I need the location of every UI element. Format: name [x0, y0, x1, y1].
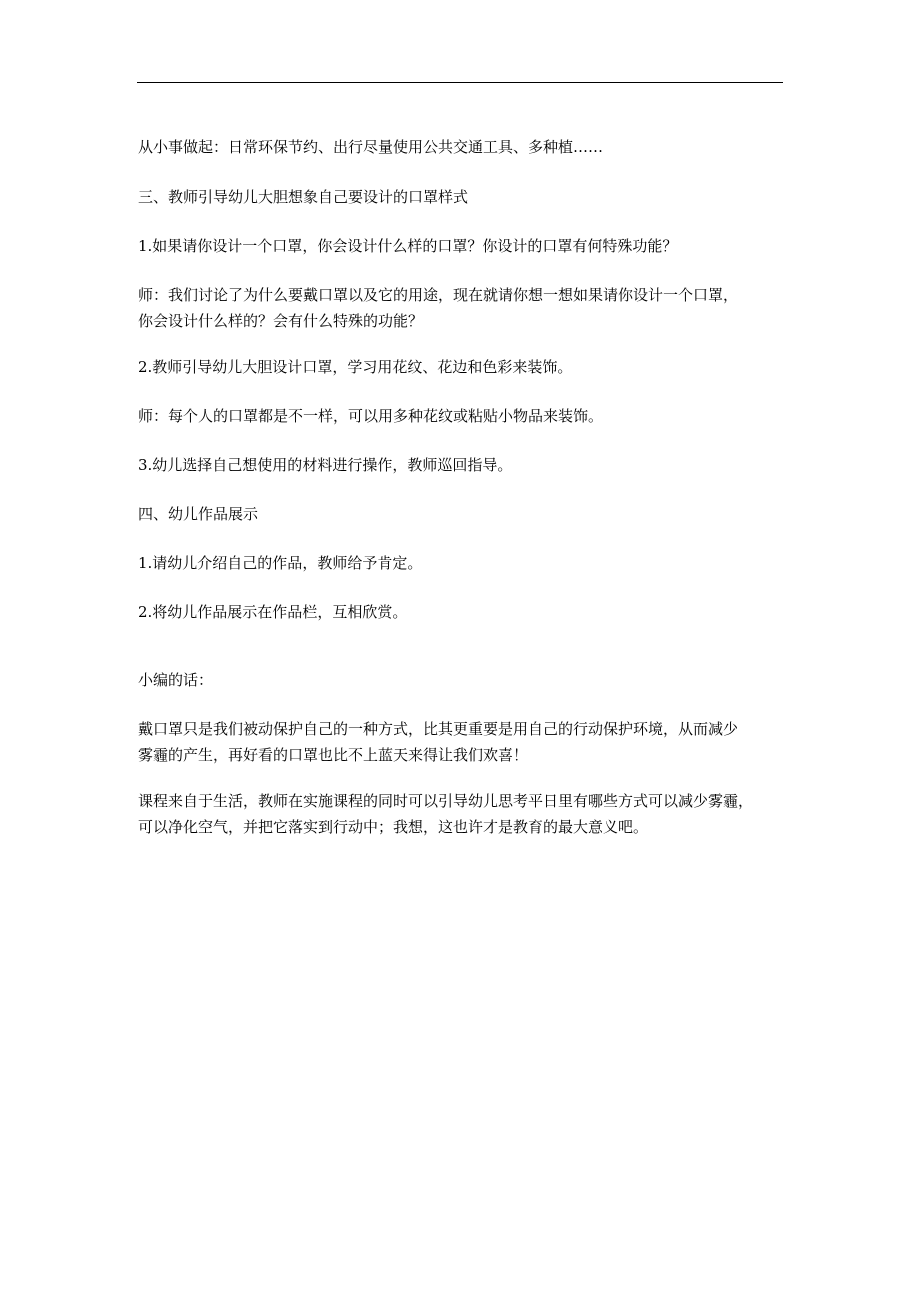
text-line: 课程来自于生活，教师在实施课程的同时可以引导幼儿思考平日里有哪些方式可以减少雾霾， [138, 792, 754, 810]
text-line: 2.教师引导幼儿大胆设计口罩，学习用花纹、花边和色彩来装饰。 [138, 358, 573, 376]
paragraph-step-2 [138, 354, 788, 380]
header-rule [137, 82, 783, 83]
text-line: 从小事做起：日常环保节约、出行尽量使用公共交通工具、多种植…… [138, 138, 604, 156]
paragraph-showcase-2 [138, 599, 788, 625]
text-line: 2.将幼儿作品展示在作品栏，互相欣赏。 [138, 603, 408, 621]
text-line: 可以净化空气，并把它落实到行动中；我想，这也许才是教育的最大意义吧。 [138, 818, 649, 836]
section-heading-four [138, 501, 788, 527]
section-heading-three [138, 184, 788, 210]
text-line: 小编的话： [138, 671, 214, 689]
paragraph-teacher-discussion [138, 282, 788, 334]
text-line: 戴口罩只是我们被动保护自己的一种方式，比其更重要是用自己的行动保护环境，从而减少 [138, 720, 739, 738]
text-line: 雾霾的产生，再好看的口罩也比不上蓝天来得让我们欢喜！ [138, 746, 529, 764]
text-line: 1.如果请你设计一个口罩，你会设计什么样的口罩？你设计的口罩有何特殊功能？ [138, 237, 678, 255]
paragraph-step-1 [138, 233, 788, 259]
paragraph-editor-note [138, 716, 788, 768]
text-line: 3.幼儿选择自己想使用的材料进行操作，教师巡回指导。 [138, 456, 513, 474]
text-line: 师：我们讨论了为什么要戴口罩以及它的用途，现在就请你想一想如果请你设计一个口罩， [138, 286, 739, 304]
paragraph-teacher-decoration [138, 403, 788, 429]
paragraph-showcase-1 [138, 550, 788, 576]
paragraph-small-actions [138, 134, 788, 160]
paragraph-conclusion [138, 788, 788, 840]
text-line: 三、教师引导幼儿大胆想象自己要设计的口罩样式 [138, 188, 469, 206]
text-line: 你会设计什么样的？会有什么特殊的功能？ [138, 312, 424, 330]
text-line: 四、幼儿作品展示 [138, 505, 259, 523]
text-line: 师：每个人的口罩都是不一样，可以用多种花纹或粘贴小物品来装饰。 [138, 407, 604, 425]
text-line: 1.请幼儿介绍自己的作品，教师给予肯定。 [138, 554, 423, 572]
paragraph-step-3 [138, 452, 788, 478]
editor-note-heading [138, 667, 788, 693]
